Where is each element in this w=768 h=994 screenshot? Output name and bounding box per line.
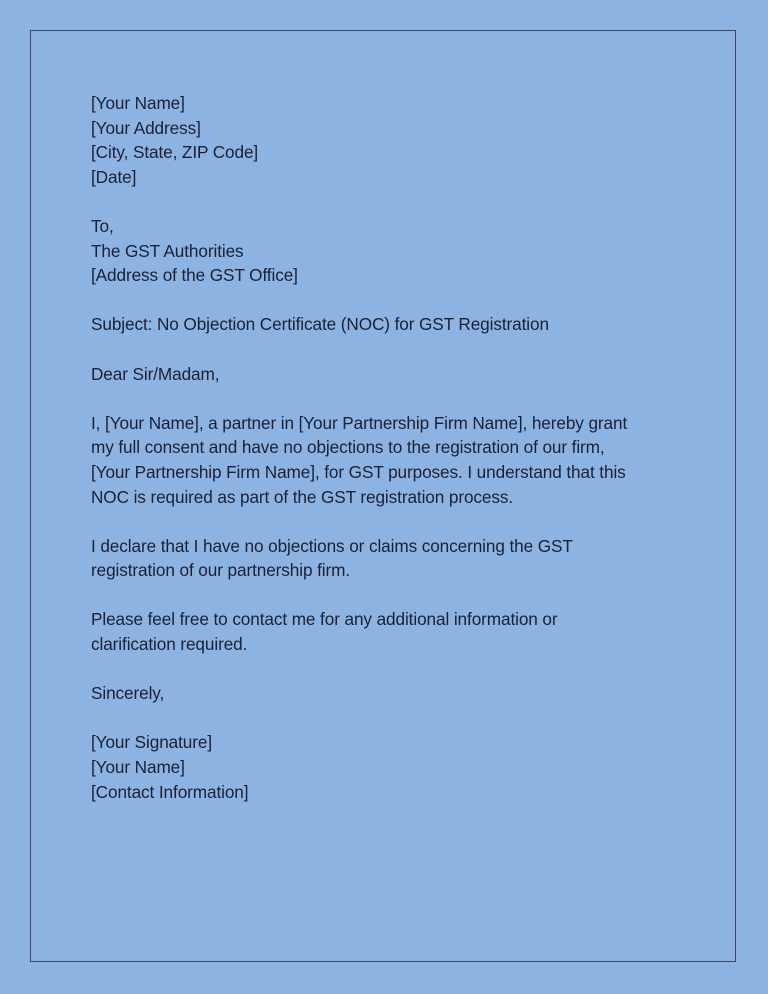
paragraph-line: NOC is required as part of the GST registration process. [91,486,514,507]
spacer [91,509,691,534]
subject-line: Subject: No Objection Certificate (NOC) for GST Registration [91,314,549,335]
contact-information: [Contact Information] [91,781,249,802]
signer-name: [Your Name] [91,757,185,778]
sender-block [91,91,691,189]
spacer [91,288,691,313]
paragraph-line: registration of our partnership firm. [91,560,350,581]
paragraph-line: Please feel free to contact me for any additional information or [91,609,558,630]
signature-block [91,730,691,804]
sender-address: [Your Address] [91,117,201,138]
spacer [91,706,691,731]
spacer [91,337,691,362]
recipient-block [91,214,691,288]
greeting: Dear Sir/Madam, [91,363,220,384]
recipient-address: [Address of the GST Office] [91,265,298,286]
sender-city-state-zip: [City, State, ZIP Code] [91,142,259,163]
recipient-to: To, [91,215,114,236]
spacer [91,583,691,608]
sender-date: [Date] [91,166,137,187]
paragraph-declaration [91,534,691,583]
paragraph-contact [91,607,691,656]
signature: [Your Signature] [91,732,213,753]
sender-name: [Your Name] [91,93,185,113]
paragraph-line: clarification required. [91,634,248,655]
spacer [91,657,691,682]
paragraph-line: I declare that I have no objections or claims concerning the GST [91,535,573,556]
valediction: Sincerely, [91,683,165,704]
paragraph-line: my full consent and have no objections to the registration of our firm, [91,437,605,458]
paragraph-consent [91,411,691,509]
recipient-name: The GST Authorities [91,240,244,261]
paragraph-line: I, [Your Name], a partner in [Your Partnership Firm Name], hereby grant [91,412,628,433]
spacer [91,189,691,214]
spacer [91,386,691,411]
letter-body [91,91,691,804]
paragraph-line: [Your Partnership Firm Name], for GST purposes. I understand that this [91,461,626,482]
